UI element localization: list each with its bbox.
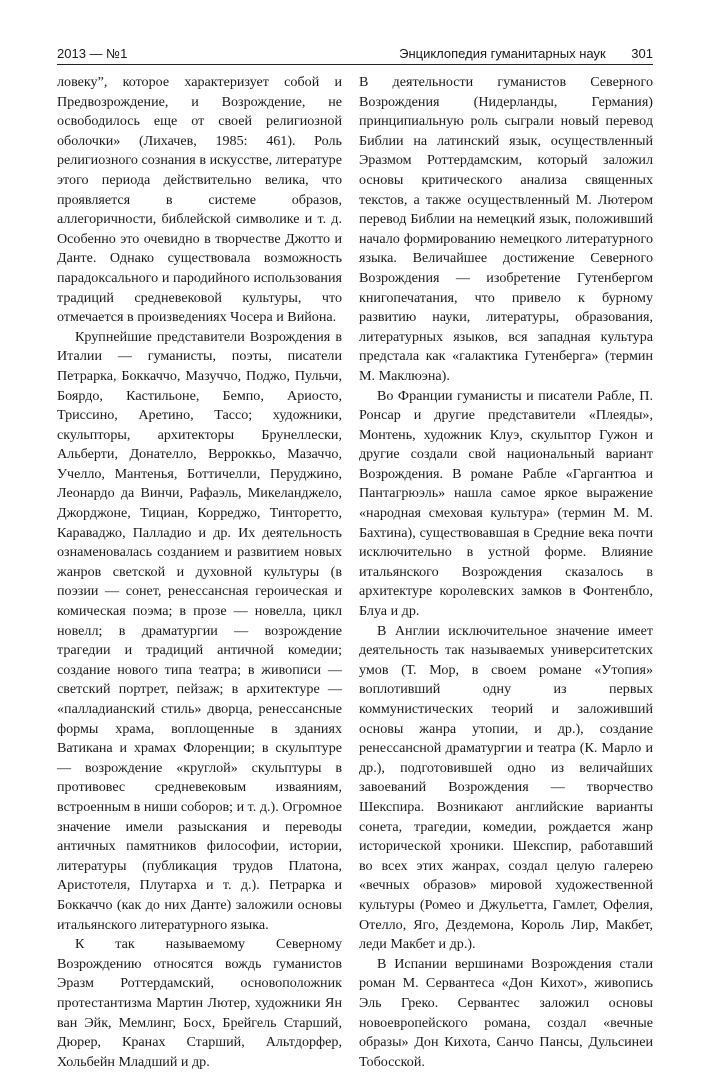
paragraph: В деятельности гуманистов Северного Возрождения (Нидерланды, Германия) принципиальную роль сыграли новый перевод Библии на латинский язык, осуществленный Эразмом Роттердамским, который заложил основы критического анализа священных текстов, а также осуществленный М. Лютером перевод Библии на немецкий язык, положивший начало формированию немецкого литературного языка. Величайшее достижение Северного Возрождения — изобретение Гутенбергом книгопечатания, что привело к бурному развитию науки, литературы, образования, литературных языков, вся западная культура предстала как «галактика Гутенберга» (термин М. Маклюэна). bbox=[359, 74, 653, 384]
paragraph: Во Франции гуманисты и писатели Рабле, П. Ронсар и другие представители «Плеяды», Монтень, художник Клуэ, скульптор Гужон и другие создали свой национальный вариант Возрождения. В романе Рабле «Гаргантюа и Пантагрюэль» нашла самое яркое выражение «народная смеховая культура» (термин М. М. Бахтина), существовавшая в Средние века почти исключительно в устной форме. Влияние итальянского Возрождения сказалось в архитектуре королевских замков в Фонтенбло, Блуа и др. bbox=[359, 387, 653, 620]
paragraph: К так называемому Северному Возрождению относятся вождь гуманистов Эразм Роттердамский, основоположник протестантизма Мартин Лютер, художники Ян ван Эйк, Мемлинг, Босх, Брейгель Старший, Дюрер, Кранах Старший, Альтдорфер, Хольбейн Младший и др. bbox=[57, 936, 342, 1070]
header-right bbox=[399, 46, 653, 61]
journal-title: Энциклопедия гуманитарных наук bbox=[399, 46, 606, 61]
right-column bbox=[359, 73, 653, 1072]
running-header bbox=[57, 46, 653, 66]
paragraph: В Испании вершинами Возрождения стали роман М. Сервантеса «Дон Кихот», живопись Эль Греко. Сервантес заложил основы новоевропейского романа, создал «вечные образы» Дон Кихота, Санчо Пансы, Дульсинеи Тобосской. bbox=[359, 955, 653, 1070]
paragraph: ловеку”, которое характеризует собой и Предвозрождение, и Возрождение, не освободилось еще от своей религиозной оболочки» (Лихачев, 1985: 461). Роль религиозного сознания в искусстве, литературе этого периода действительно велика, что проявляется в системе образов, аллегоричности, библейской символике и т. д. Особенно это очевидно в творчестве Джотто и Данте. Однако существовала возможность парадоксального и пародийного использования традиций средневековой культуры, что отмечается в произведениях Чосера и Вийона. bbox=[57, 74, 342, 326]
left-column bbox=[57, 73, 342, 1072]
page-number: 301 bbox=[631, 46, 653, 61]
paragraph: В Англии исключительное значение имеет деятельность так называемых университетских умов (Т. Мор, в своем романе «Утопия» воплотивший одну из первых коммунистических теорий и заложивший основы жанра утопии, и др.), создание ренессансной драматургии и театра (К. Марло и др.), подготовившей одно из величайших завоеваний Возрождения — творчество Шекспира. Возникают английские варианты сонета, трагедии, комедии, рождается жанр исторической хроники. Шекспир, работавший во всех этих жанрах, создал целую галерею «вечных образов» мировой художественной культуры (Ромео и Джульетта, Гамлет, Офелия, Отелло, Яго, Дездемона, Король Лир, Макбет, леди Макбет и др.). bbox=[359, 622, 653, 953]
issue-label: 2013 — №1 bbox=[57, 46, 128, 61]
header-rule bbox=[57, 64, 653, 65]
paragraph: Крупнейшие представители Возрождения в Италии — гуманисты, поэты, писатели Петрарка, Боккаччо, Мазуччо, Поджо, Пульчи, Боярдо, Кастильоне, Бемпо, Ариосто, Триссино, Аретино, Тассо; художники, скульпторы, архитекторы Брунеллески, Альберти, Донателло, Верроккьо, Мазаччо, Учелло, Мантенья, Боттичелли, Перуджино, Леонардо да Винчи, Рафаэль, Микеланджело, Джорджоне, Тициан, Корреджо, Тинторетто, Караваджо, Палладио и др. Их деятельность ознаменовалась созданием и развитием новых жанров светской и духовной культуры (в поэзии — сонет, ренессансная героическая и комическая поэма; в прозе — новелла, цикл новелл; в драматургии — возрождение трагедии и традиций античной комедии; создание нового типа театра; в живописи — светский портрет, пейзаж; в архитектуре — «палладианский стиль» дворца, ренессансные формы храма, воплощенные в зданиях Ватикана и храмах Флоренции; в скульптуре — возрождение «круглой» скульптуры в противовес средневековым изваяниям, встроенным в ниши соборов; и т. д.). Огромное значение имели разыскания и переводы античных памятников философии, истории, литературы (публикация трудов Платона, Аристотеля, Плутарха и т. д.). Петрарка и Боккаччо (как до них Данте) заложили основы итальянского литературного языка. bbox=[57, 328, 342, 933]
